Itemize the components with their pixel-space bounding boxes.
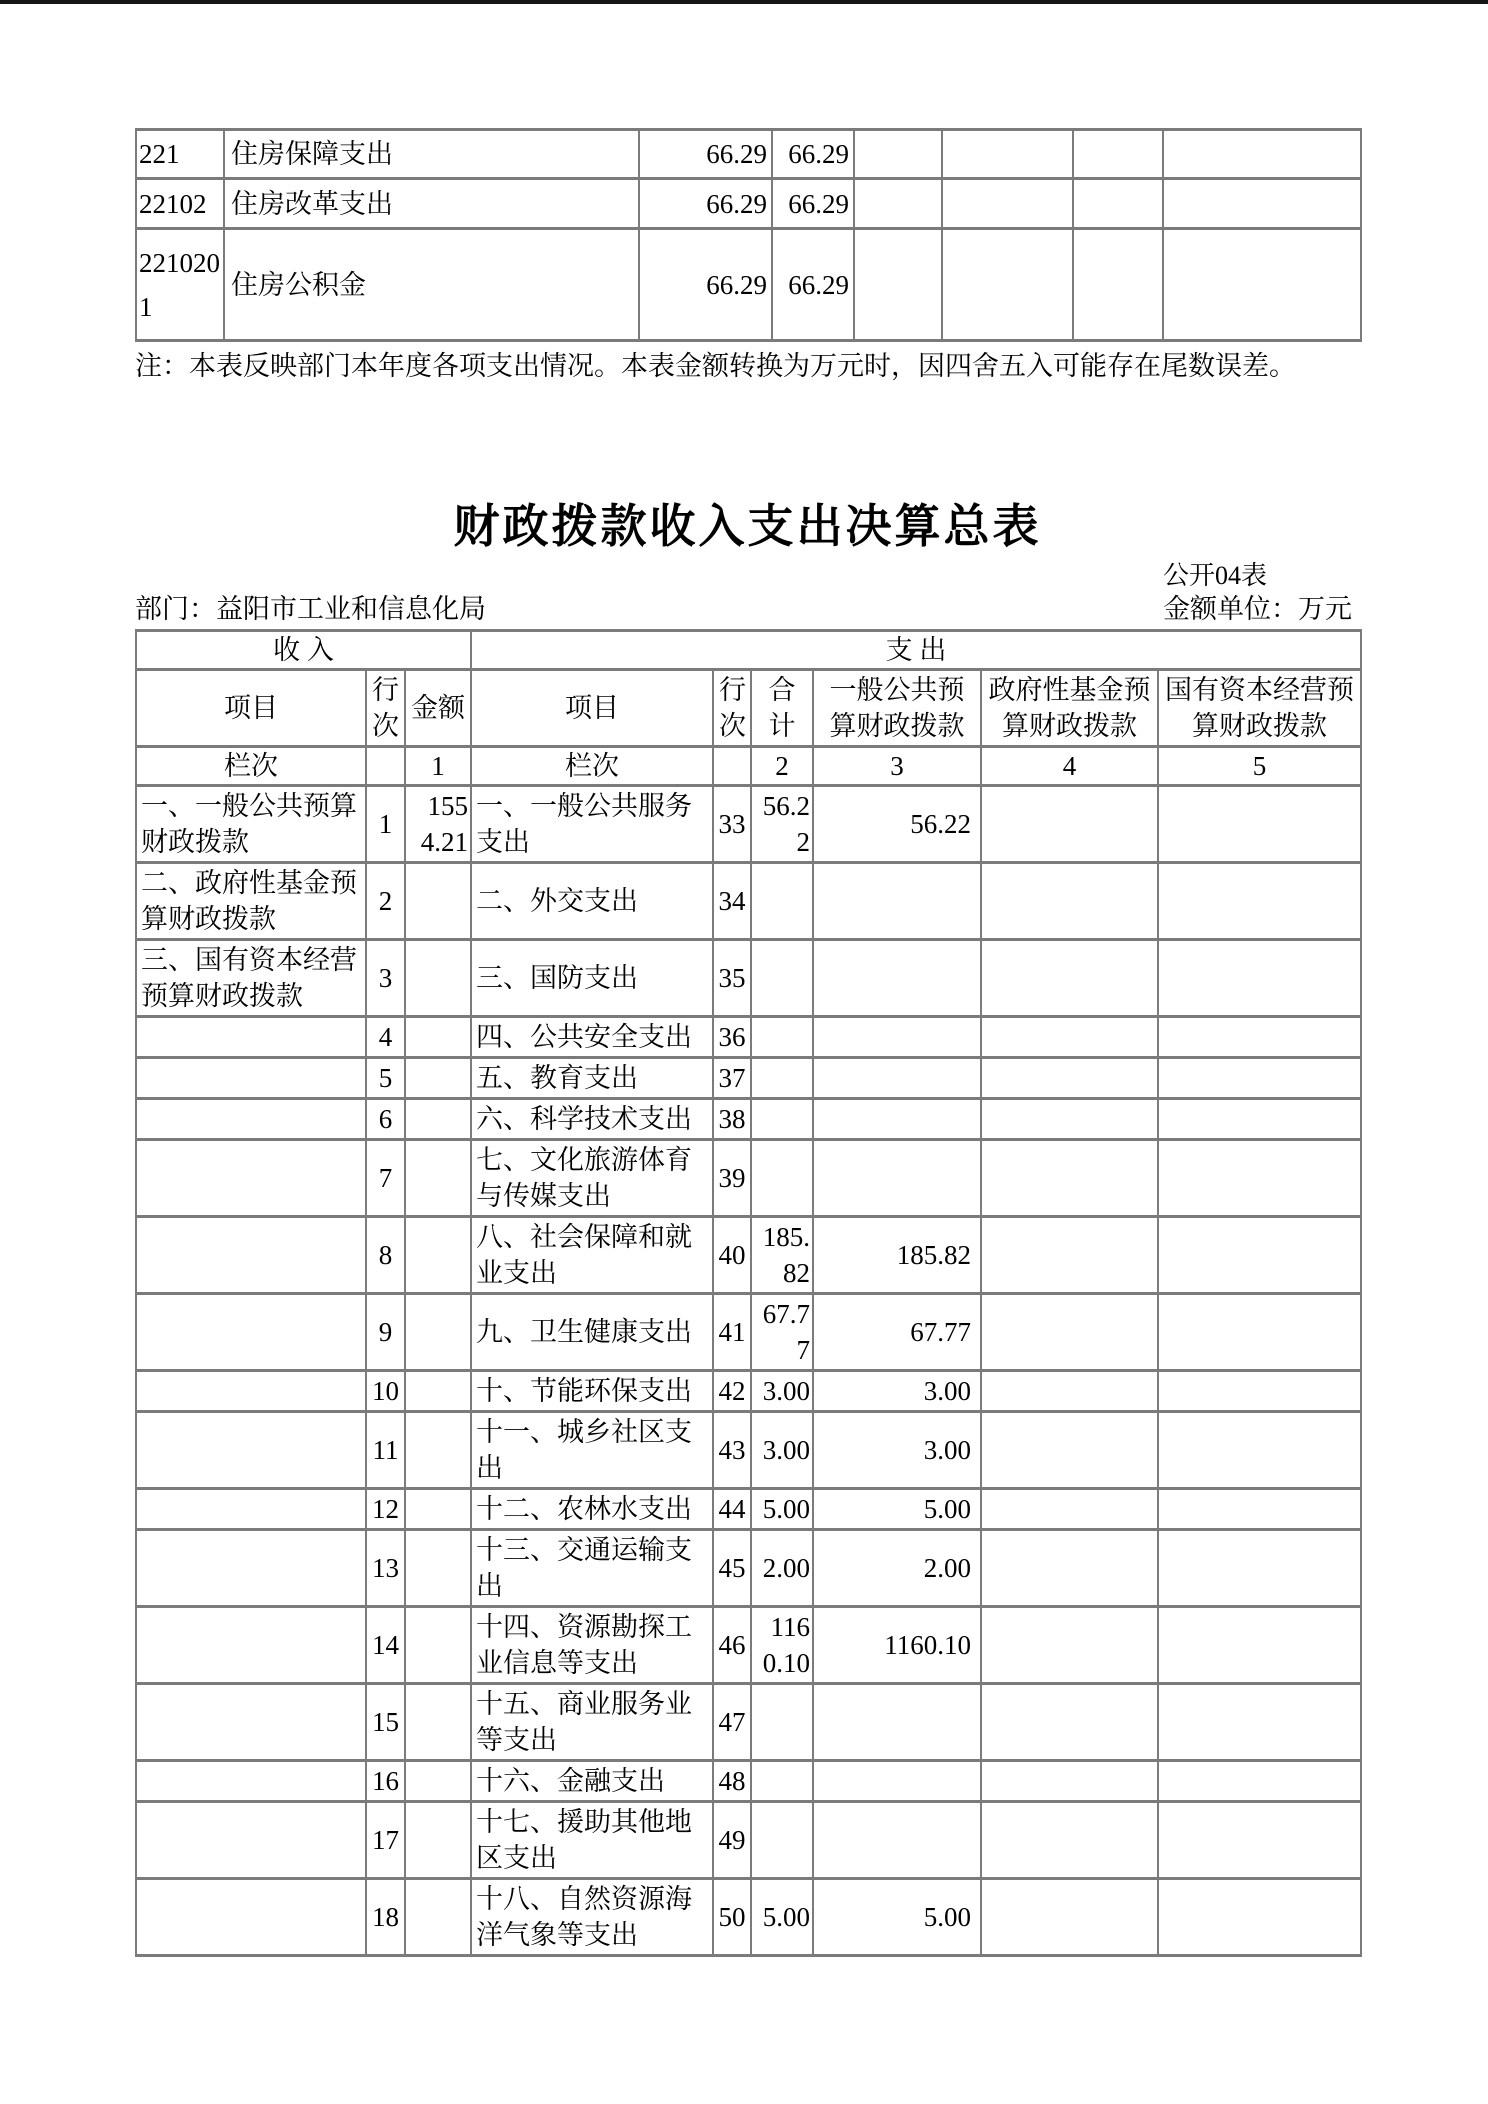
cell-income-amount <box>405 1294 471 1371</box>
cell-income-line-no: 5 <box>366 1058 405 1099</box>
cell-income-line-no: 13 <box>366 1530 405 1607</box>
cell-expense-line-no: 46 <box>713 1607 751 1684</box>
cell-subject-code: 221 <box>136 130 224 179</box>
cell-amount-blank <box>854 130 942 179</box>
cell-amount-blank <box>1073 229 1163 341</box>
cell-income-item <box>136 1058 366 1099</box>
table-row <box>136 631 1361 670</box>
table-row <box>136 1802 1361 1879</box>
cell-expense-item: 十一、城乡社区支出 <box>471 1412 713 1489</box>
cell-income-item <box>136 1140 366 1217</box>
table-row <box>136 1761 1361 1802</box>
cell-expense-total: 56.22 <box>751 786 813 863</box>
cell-income-amount <box>405 1530 471 1607</box>
cell-amount-blank <box>1163 229 1361 341</box>
cell-income-item: 三、国有资本经营预算财政拨款 <box>136 940 366 1017</box>
cell-gov-fund-amount <box>981 1607 1158 1684</box>
cell-expense-total: 185.82 <box>751 1217 813 1294</box>
cell-col-number: 4 <box>981 747 1158 786</box>
table-row <box>136 1017 1361 1058</box>
cell-income-item <box>136 1530 366 1607</box>
cell-gov-fund-amount <box>981 1058 1158 1099</box>
cell-income-amount <box>405 1412 471 1489</box>
cell-income-item: 一、一般公共预算财政拨款 <box>136 786 366 863</box>
table-row <box>136 747 1361 786</box>
cell-expense-item: 十四、资源勘探工业信息等支出 <box>471 1607 713 1684</box>
cell-state-capital-amount <box>1158 940 1361 1017</box>
table-row <box>136 940 1361 1017</box>
cell-expense-item: 十八、自然资源海洋气象等支出 <box>471 1879 713 1956</box>
cell-expense-total <box>751 863 813 940</box>
cell-income-line-no: 15 <box>366 1684 405 1761</box>
table-row <box>136 1140 1361 1217</box>
cell-expense-total <box>751 940 813 1017</box>
cell-state-capital-amount <box>1158 1140 1361 1217</box>
cell-general-budget-amount <box>813 863 981 940</box>
cell-amount-total: 66.29 <box>639 229 772 341</box>
cell-expense-item: 四、公共安全支出 <box>471 1017 713 1058</box>
cell-amount-blank <box>1073 179 1163 229</box>
cell-expense-line-no: 47 <box>713 1684 751 1761</box>
cell-state-capital-amount <box>1158 1058 1361 1099</box>
cell-subject-code: 2210201 <box>136 229 224 341</box>
cell-income-item <box>136 1761 366 1802</box>
cell-expense-item: 十三、交通运输支出 <box>471 1530 713 1607</box>
cell-subject-code: 22102 <box>136 179 224 229</box>
cell-gov-fund-amount <box>981 1217 1158 1294</box>
cell-income-amount <box>405 1684 471 1761</box>
table-row <box>136 1879 1361 1956</box>
cell-general-budget-amount: 3.00 <box>813 1412 981 1489</box>
cell-income-line-no: 18 <box>366 1879 405 1956</box>
cell-expense-line-no: 40 <box>713 1217 751 1294</box>
cell-amount-blank <box>942 229 1073 341</box>
page-title: 财政拨款收入支出决算总表 <box>453 501 1042 552</box>
cell-expense-line-no: 41 <box>713 1294 751 1371</box>
cell-expense-total: 5.00 <box>751 1879 813 1956</box>
cell-colrow-income: 栏次 <box>136 747 366 786</box>
cell-income-item <box>136 1684 366 1761</box>
cell-expense-line-no: 42 <box>713 1371 751 1412</box>
cell-gov-fund-amount <box>981 1530 1158 1607</box>
cell-expense-total <box>751 1017 813 1058</box>
income-section-header: 收 入 <box>136 631 471 670</box>
cell-gov-fund-amount <box>981 1140 1158 1217</box>
table-row <box>136 1058 1361 1099</box>
col-header-income-item: 项目 <box>136 670 366 747</box>
cell-general-budget-amount <box>813 1684 981 1761</box>
cell-gov-fund-amount <box>981 786 1158 863</box>
table-row <box>136 1607 1361 1684</box>
meta-code-row <box>135 561 1360 591</box>
cell-gov-fund-amount <box>981 1412 1158 1489</box>
cell-income-line-no: 7 <box>366 1140 405 1217</box>
cell-expense-total: 2.00 <box>751 1530 813 1607</box>
cell-income-line-no: 4 <box>366 1017 405 1058</box>
cell-income-amount <box>405 1058 471 1099</box>
cell-gov-fund-amount <box>981 1684 1158 1761</box>
cell-colrow-expense: 栏次 <box>471 747 713 786</box>
table-row <box>136 786 1361 863</box>
cell-expense-item: 十、节能环保支出 <box>471 1371 713 1412</box>
cell-amount-blank <box>1163 179 1361 229</box>
cell-state-capital-amount <box>1158 1684 1361 1761</box>
cell-income-item <box>136 1412 366 1489</box>
cell-income-line-no: 9 <box>366 1294 405 1371</box>
cell-income-item <box>136 1099 366 1140</box>
cell-col-number: 1 <box>405 747 471 786</box>
cell-expense-line-no: 34 <box>713 863 751 940</box>
summary-table <box>135 629 1362 1957</box>
cell-income-line-no: 14 <box>366 1607 405 1684</box>
cell-gov-fund-amount <box>981 1371 1158 1412</box>
cell-income-amount <box>405 1099 471 1140</box>
table-row <box>136 229 1361 341</box>
cell-expense-total <box>751 1761 813 1802</box>
cell-expense-line-no: 38 <box>713 1099 751 1140</box>
cell-income-item <box>136 1879 366 1956</box>
cell-income-line-no: 17 <box>366 1802 405 1879</box>
cell-expense-line-no: 49 <box>713 1802 751 1879</box>
cell-expense-line-no: 37 <box>713 1058 751 1099</box>
cell-state-capital-amount <box>1158 1099 1361 1140</box>
cell-gov-fund-amount <box>981 1294 1158 1371</box>
cell-general-budget-amount <box>813 1017 981 1058</box>
cell-expense-item: 六、科学技术支出 <box>471 1099 713 1140</box>
cell-expense-total <box>751 1058 813 1099</box>
cell-general-budget-amount: 3.00 <box>813 1371 981 1412</box>
cell-income-amount <box>405 863 471 940</box>
cell-general-budget-amount: 2.00 <box>813 1530 981 1607</box>
cell-income-line-no: 12 <box>366 1489 405 1530</box>
cell-state-capital-amount <box>1158 1802 1361 1879</box>
cell-income-item: 二、政府性基金预算财政拨款 <box>136 863 366 940</box>
cell-income-item <box>136 1371 366 1412</box>
cell-expense-item: 十七、援助其他地区支出 <box>471 1802 713 1879</box>
cell-income-line-no: 8 <box>366 1217 405 1294</box>
cell-state-capital-amount <box>1158 1217 1361 1294</box>
cell-income-amount: 1554.21 <box>405 786 471 863</box>
cell-general-budget-amount <box>813 1140 981 1217</box>
expenditure-detail-table <box>135 128 1362 342</box>
cell-general-budget-amount <box>813 1761 981 1802</box>
cell-expense-item: 十五、商业服务业等支出 <box>471 1684 713 1761</box>
table-row <box>136 1412 1361 1489</box>
cell-expense-total: 1160.10 <box>751 1607 813 1684</box>
cell-expense-line-no: 44 <box>713 1489 751 1530</box>
cell-income-item <box>136 1607 366 1684</box>
cell-income-amount <box>405 1489 471 1530</box>
col-header-gov-fund: 政府性基金预算财政拨款 <box>981 670 1158 747</box>
cell-col-number: 5 <box>1158 747 1361 786</box>
cell-expense-line-no: 45 <box>713 1530 751 1607</box>
cell-income-amount <box>405 1802 471 1879</box>
cell-general-budget-amount <box>813 1058 981 1099</box>
col-header-general-budget: 一般公共预算财政拨款 <box>813 670 981 747</box>
cell-general-budget-amount: 1160.10 <box>813 1607 981 1684</box>
cell-expense-item: 八、社会保障和就业支出 <box>471 1217 713 1294</box>
cell-income-amount <box>405 1017 471 1058</box>
cell-income-amount <box>405 1217 471 1294</box>
table-row <box>136 1294 1361 1371</box>
cell-income-amount <box>405 1879 471 1956</box>
cell-amount-blank <box>854 229 942 341</box>
cell-subject-name: 住房公积金 <box>224 229 639 341</box>
cell-general-budget-amount <box>813 1802 981 1879</box>
cell-state-capital-amount <box>1158 1489 1361 1530</box>
cell-amount-basic: 66.29 <box>772 229 854 341</box>
expense-section-header: 支 出 <box>471 631 1361 670</box>
cell-gov-fund-amount <box>981 1489 1158 1530</box>
department-label: 部门：益阳市工业和信息化局 <box>135 594 486 624</box>
cell-expense-line-no: 48 <box>713 1761 751 1802</box>
cell-expense-total: 67.77 <box>751 1294 813 1371</box>
table-row <box>136 130 1361 179</box>
table-row <box>136 179 1361 229</box>
cell-income-amount <box>405 1371 471 1412</box>
table-row <box>136 1099 1361 1140</box>
col-header-state-capital: 国有资本经营预算财政拨款 <box>1158 670 1361 747</box>
cell-expense-item: 十二、农林水支出 <box>471 1489 713 1530</box>
cell-expense-item: 七、文化旅游体育与传媒支出 <box>471 1140 713 1217</box>
cell-income-item <box>136 1217 366 1294</box>
cell-state-capital-amount <box>1158 1530 1361 1607</box>
cell-general-budget-amount: 5.00 <box>813 1489 981 1530</box>
cell-amount-blank <box>942 130 1073 179</box>
col-header-income-line: 行次 <box>366 670 405 747</box>
cell-state-capital-amount <box>1158 1294 1361 1371</box>
page-content <box>135 4 1360 1957</box>
cell-income-item <box>136 1489 366 1530</box>
cell-col-number: 2 <box>751 747 813 786</box>
cell-subject-name: 住房改革支出 <box>224 179 639 229</box>
table-note: 注：本表反映部门本年度各项支出情况。本表金额转换为万元时，因四舍五入可能存在尾数误差。 <box>135 351 1296 381</box>
cell-general-budget-amount <box>813 1099 981 1140</box>
table-row <box>136 1371 1361 1412</box>
cell-col-number: 3 <box>813 747 981 786</box>
cell-state-capital-amount <box>1158 1412 1361 1489</box>
cell-income-item <box>136 1017 366 1058</box>
cell-expense-item: 一、一般公共服务支出 <box>471 786 713 863</box>
cell-expense-item: 十六、金融支出 <box>471 1761 713 1802</box>
cell-expense-total: 3.00 <box>751 1412 813 1489</box>
col-header-expense-item: 项目 <box>471 670 713 747</box>
cell-gov-fund-amount <box>981 1099 1158 1140</box>
col-header-expense-line: 行次 <box>713 670 751 747</box>
cell-general-budget-amount: 5.00 <box>813 1879 981 1956</box>
cell-income-line-no: 3 <box>366 940 405 1017</box>
col-header-total: 合计 <box>751 670 813 747</box>
cell-income-amount <box>405 1607 471 1684</box>
cell-state-capital-amount <box>1158 863 1361 940</box>
cell-income-line-no: 6 <box>366 1099 405 1140</box>
cell-income-item <box>136 1294 366 1371</box>
cell-subject-name: 住房保障支出 <box>224 130 639 179</box>
table-row <box>136 1489 1361 1530</box>
cell-income-item <box>136 1802 366 1879</box>
cell-income-line-no: 1 <box>366 786 405 863</box>
cell-amount-blank <box>1163 130 1361 179</box>
cell-state-capital-amount <box>1158 1017 1361 1058</box>
cell-expense-line-no: 36 <box>713 1017 751 1058</box>
cell-state-capital-amount <box>1158 1371 1361 1412</box>
cell-expense-line-no: 35 <box>713 940 751 1017</box>
unit-label: 金额单位：万元 <box>1163 594 1352 624</box>
cell-expense-line-no: 33 <box>713 786 751 863</box>
cell-general-budget-amount <box>813 940 981 1017</box>
cell-expense-item: 九、卫生健康支出 <box>471 1294 713 1371</box>
cell-expense-item: 五、教育支出 <box>471 1058 713 1099</box>
table-row <box>136 670 1361 747</box>
cell-gov-fund-amount <box>981 1879 1158 1956</box>
cell-state-capital-amount <box>1158 1761 1361 1802</box>
cell-amount-basic: 66.29 <box>772 179 854 229</box>
cell-gov-fund-amount <box>981 1802 1158 1879</box>
cell-gov-fund-amount <box>981 940 1158 1017</box>
cell-expense-item: 二、外交支出 <box>471 863 713 940</box>
cell-gov-fund-amount <box>981 1761 1158 1802</box>
cell-expense-total <box>751 1099 813 1140</box>
cell-state-capital-amount <box>1158 1607 1361 1684</box>
cell-expense-line-no: 50 <box>713 1879 751 1956</box>
cell-amount-blank <box>1073 130 1163 179</box>
cell-expense-total <box>751 1140 813 1217</box>
cell-expense-total: 5.00 <box>751 1489 813 1530</box>
meta-row <box>135 593 1360 627</box>
cell-income-amount <box>405 1140 471 1217</box>
cell-amount-basic: 66.29 <box>772 130 854 179</box>
cell-amount-total: 66.29 <box>639 130 772 179</box>
cell-expense-total <box>751 1684 813 1761</box>
cell-amount-blank <box>942 179 1073 229</box>
cell-expense-total: 3.00 <box>751 1371 813 1412</box>
cell-income-amount <box>405 1761 471 1802</box>
cell-amount-total: 66.29 <box>639 179 772 229</box>
cell-expense-line-no: 43 <box>713 1412 751 1489</box>
cell-general-budget-amount: 56.22 <box>813 786 981 863</box>
table-row <box>136 1530 1361 1607</box>
cell-gov-fund-amount <box>981 863 1158 940</box>
cell-gov-fund-amount <box>981 1017 1158 1058</box>
cell-expense-total <box>751 1802 813 1879</box>
cell-state-capital-amount <box>1158 1879 1361 1956</box>
cell-general-budget-amount: 185.82 <box>813 1217 981 1294</box>
cell-blank <box>713 747 751 786</box>
cell-blank <box>366 747 405 786</box>
cell-expense-item: 三、国防支出 <box>471 940 713 1017</box>
cell-income-line-no: 11 <box>366 1412 405 1489</box>
cell-state-capital-amount <box>1158 786 1361 863</box>
cell-general-budget-amount: 67.77 <box>813 1294 981 1371</box>
cell-income-line-no: 16 <box>366 1761 405 1802</box>
cell-income-amount <box>405 940 471 1017</box>
table-code-label: 公开04表 <box>1163 561 1268 590</box>
cell-amount-blank <box>854 179 942 229</box>
table-row <box>136 1684 1361 1761</box>
cell-income-line-no: 2 <box>366 863 405 940</box>
col-header-income-amount: 金额 <box>405 670 471 747</box>
cell-income-line-no: 10 <box>366 1371 405 1412</box>
table-row <box>136 1217 1361 1294</box>
table-row <box>136 863 1361 940</box>
cell-expense-line-no: 39 <box>713 1140 751 1217</box>
